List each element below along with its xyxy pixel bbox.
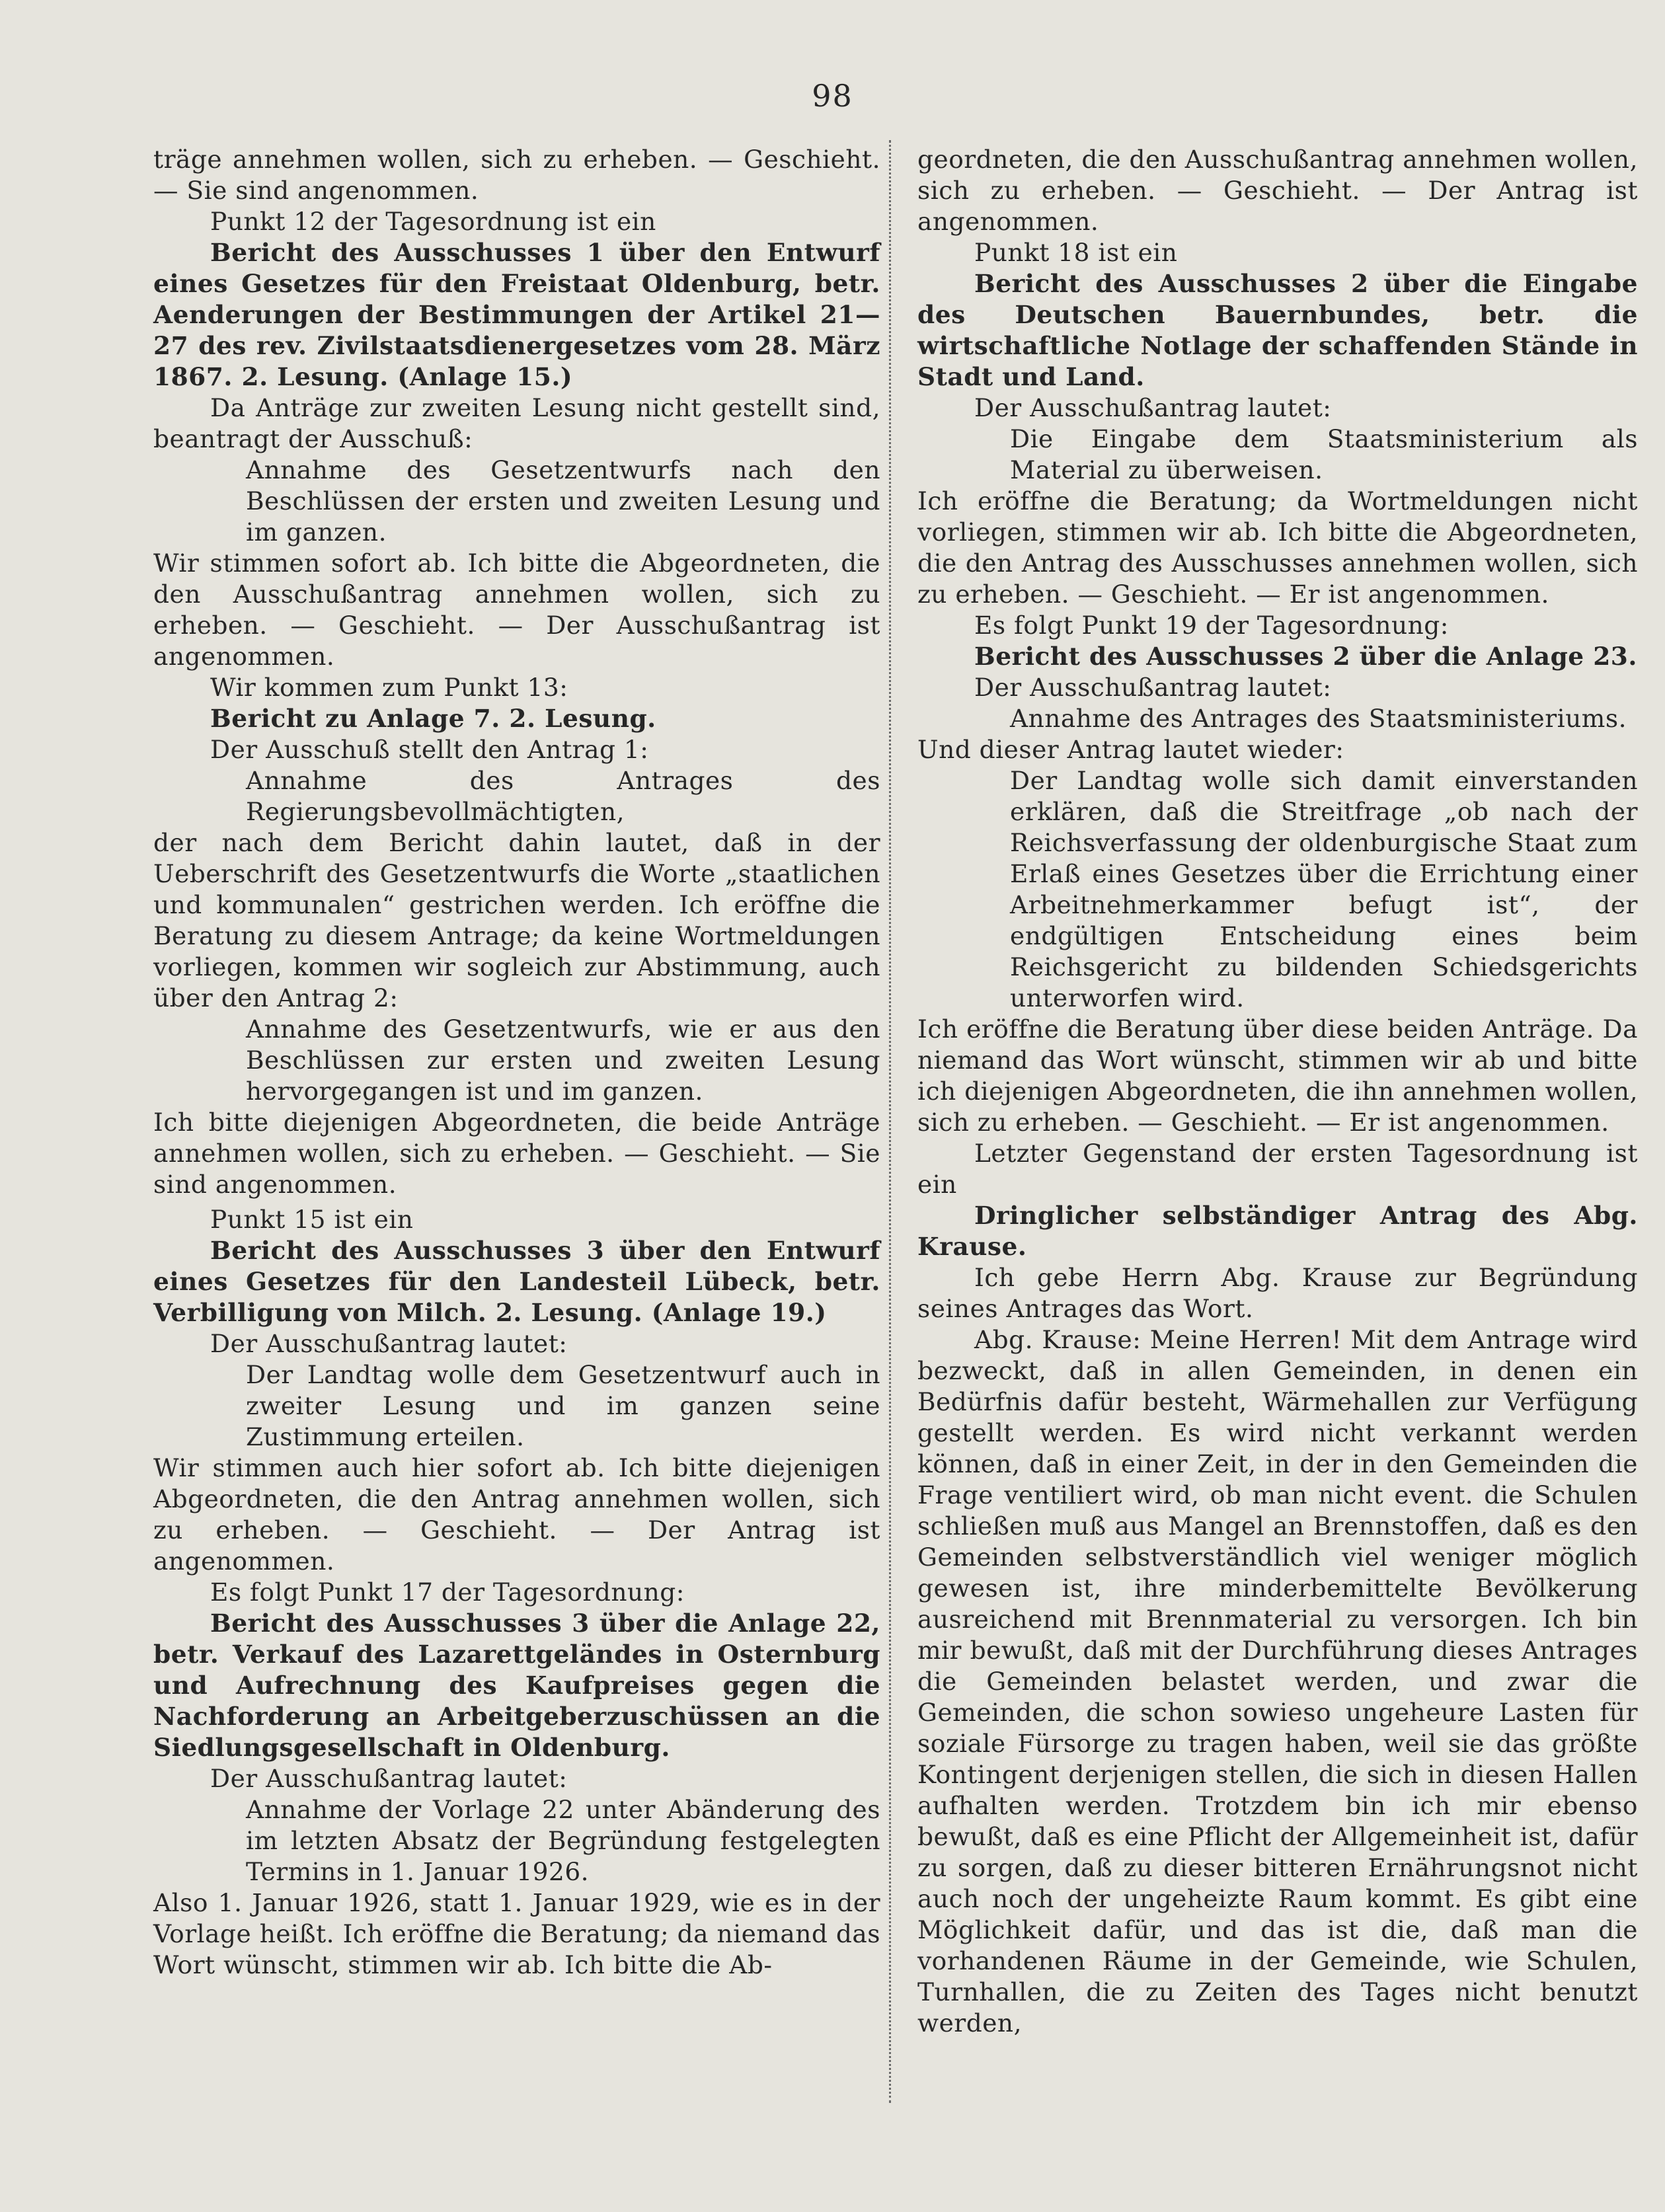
paragraph: der nach dem Bericht dahin lautet, daß in der Ueberschrift des Gesetzentwurfs die Worte „staatlichen und kommunalen“ gestrichen werden. Ich eröffne die Beratung zu diesem Antrage; da keine Wortmeldungen vorliegen, kommen wir sogleich zur Abstimmung, auch über den Antrag 2:	[153, 828, 880, 1012]
column-divider	[889, 140, 891, 2103]
motion-quote: Der Landtag wolle dem Gesetzentwurf auch in zweiter Lesung und im ganzen seine Zustimmung erteilen.	[246, 1360, 880, 1451]
paragraph: Punkt 18 ist ein	[974, 238, 1178, 267]
paragraph: Wir stimmen sofort ab. Ich bitte die Abgeordneten, die den Ausschußantrag annehmen wollen, sich zu erheben. — Geschieht. — Der Ausschußantrag ist angenommen.	[153, 549, 880, 671]
paragraph: Letzter Gegenstand der ersten Tagesordnung ist ein	[917, 1139, 1638, 1199]
section-heading: Dringlicher selbständiger Antrag des Abg. Krause.	[917, 1201, 1638, 1261]
paragraph: Also 1. Januar 1926, statt 1. Januar 1929, wie es in der Vorlage heißt. Ich eröffne die Beratung; da niemand das Wort wünscht, stimmen wir ab. Ich bitte die Ab-	[153, 1888, 880, 1979]
left-column	[153, 144, 880, 1981]
paragraph: Wir kommen zum Punkt 13:	[210, 673, 568, 702]
paragraph: Ich eröffne die Beratung über diese beiden Anträge. Da niemand das Wort wünscht, stimmen wir ab und bitte ich diejenigen Abgeordneten, die ihn annehmen wollen, sich zu erheben. — Geschieht. — Er ist angenommen.	[917, 1014, 1638, 1137]
section-heading: Bericht des Ausschusses 3 über den Entwurf eines Gesetzes für den Landesteil Lübeck, betr. Verbilligung von Milch. 2. Lesung. (Anlage 19.)	[153, 1236, 880, 1327]
paragraph: träge annehmen wollen, sich zu erheben. — Geschieht. — Sie sind angenommen.	[153, 145, 880, 205]
paragraph: Der Ausschußantrag lautet:	[210, 1329, 568, 1358]
paragraph: Punkt 12 der Tagesordnung ist ein	[210, 207, 656, 236]
motion-quote: Der Landtag wolle sich damit einverstanden erklären, daß die Streitfrage „ob nach der Reichsverfassung der oldenburgische Staat zum Erlaß eines Gesetzes über die Errichtung einer Arbeitnehmerkammer befugt ist“, der endgültigen Entscheidung eines beim Reichsgericht zu bildenden Schiedsgerichts unterworfen wird.	[1010, 766, 1638, 1012]
paragraph: Punkt 15 ist ein	[210, 1205, 414, 1234]
motion-quote: Annahme des Gesetzentwurfs, wie er aus den Beschlüssen zur ersten und zweiten Lesung hervorgegangen ist und im ganzen.	[246, 1014, 880, 1106]
motion-quote: Die Eingabe dem Staatsministerium als Material zu überweisen.	[1010, 424, 1638, 484]
paragraph: Der Ausschußantrag lautet:	[210, 1764, 568, 1793]
paragraph: Ich bitte diejenigen Abgeordneten, die beide Anträge annehmen wollen, sich zu erheben. — Geschieht. — Sie sind angenommen.	[153, 1108, 880, 1199]
section-heading: Bericht zu Anlage 7. 2. Lesung.	[210, 704, 656, 733]
section-heading: Bericht des Ausschusses 2 über die Eingabe des Deutschen Bauernbundes, betr. die wirtschaftliche Notlage der schaffenden Stände in Stadt und Land.	[917, 269, 1638, 391]
paragraph: Der Ausschußantrag lautet:	[974, 393, 1332, 422]
speech-paragraph: Abg. Krause: Meine Herren! Mit dem Antrage wird bezweckt, daß in allen Gemeinden, in denen ein Bedürfnis dafür besteht, Wärmehallen zur Verfügung gestellt werden. Es wird nicht verkannt werden können, daß in einer Zeit, in der in den Gemeinden die Frage ventiliert wird, ob man nicht event. die Schulen schließen muß aus Mangel an Brennstoffen, daß es den Gemeinden selbstverständlich viel weniger möglich gewesen ist, ihre minderbemittelte Bevölkerung ausreichend mit Brennmaterial zu versorgen. Ich bin mir bewußt, daß mit der Durchführung dieses Antrages die Gemeinden belastet werden, und zwar die Gemeinden, die schon sowieso ungeheure Lasten für soziale Fürsorge zu tragen haben, weil sie das größte Kontingent derjenigen stellen, die sich in diesen Hallen aufhalten werden. Trotzdem bin ich mir ebenso bewußt, daß es eine Pflicht der Allgemeinheit ist, dafür zu sorgen, daß zu dieser bitteren Ernährungsnot nicht auch noch der ungeheizte Raum kommt. Es gibt eine Möglichkeit dafür, und das ist die, daß man die vorhandenen Räume in der Gemeinde, wie Schulen, Turnhallen, die zu Zeiten des Tages nicht benutzt werden,	[917, 1325, 1638, 2038]
motion-quote: Annahme des Antrages des Staatsministeriums.	[1010, 704, 1627, 733]
motion-quote: Annahme der Vorlage 22 unter Abänderung des im letzten Absatz der Begründung festgelegten Termins in 1. Januar 1926.	[246, 1795, 880, 1886]
paragraph: Der Ausschußantrag lautet:	[974, 673, 1332, 702]
section-heading: Bericht des Ausschusses 1 über den Entwurf eines Gesetzes für den Freistaat Oldenburg, betr. Aenderungen der Bestimmungen der Artikel 21—27 des rev. Zivilstaatsdienergesetzes vom 28. März 1867. 2. Lesung. (Anlage 15.)	[153, 238, 880, 391]
paragraph: Der Ausschuß stellt den Antrag 1:	[210, 735, 649, 764]
paragraph: Es folgt Punkt 17 der Tagesordnung:	[210, 1578, 685, 1607]
page-number: 98	[812, 78, 853, 114]
section-heading: Bericht des Ausschusses 2 über die Anlage 23.	[974, 642, 1637, 671]
paragraph: Und dieser Antrag lautet wieder:	[917, 735, 1344, 764]
paragraph: Ich eröffne die Beratung; da Wortmeldungen nicht vorliegen, stimmen wir ab. Ich bitte die Abgeordneten, die den Antrag des Ausschusses annehmen wollen, sich zu erheben. — Geschieht. — Er ist angenommen.	[917, 486, 1638, 609]
section-heading: Bericht des Ausschusses 3 über die Anlage 22, betr. Verkauf des Lazarettgeländes in Osternburg und Aufrechnung des Kaufpreises gegen die Nachforderung an Arbeitgeberzuschüssen an die Siedlungsgesellschaft in Oldenburg.	[153, 1609, 880, 1762]
motion-quote: Annahme des Gesetzentwurfs nach den Beschlüssen der ersten und zweiten Lesung und im ganzen.	[246, 455, 880, 547]
paragraph: Es folgt Punkt 19 der Tagesordnung:	[974, 611, 1449, 640]
motion-quote: Annahme des Antrages des Regierungsbevollmächtigten,	[246, 766, 880, 826]
paragraph: Wir stimmen auch hier sofort ab. Ich bitte diejenigen Abgeordneten, die den Antrag annehmen wollen, sich zu erheben. — Geschieht. — Der Antrag ist angenommen.	[153, 1453, 880, 1576]
paragraph: geordneten, die den Ausschußantrag annehmen wollen, sich zu erheben. — Geschieht. — Der Antrag ist angenommen.	[917, 145, 1638, 236]
paragraph: Da Anträge zur zweiten Lesung nicht gestellt sind, beantragt der Ausschuß:	[153, 393, 880, 453]
paragraph: Ich gebe Herrn Abg. Krause zur Begründung seines Antrages das Wort.	[917, 1263, 1638, 1323]
right-column	[917, 144, 1638, 2039]
